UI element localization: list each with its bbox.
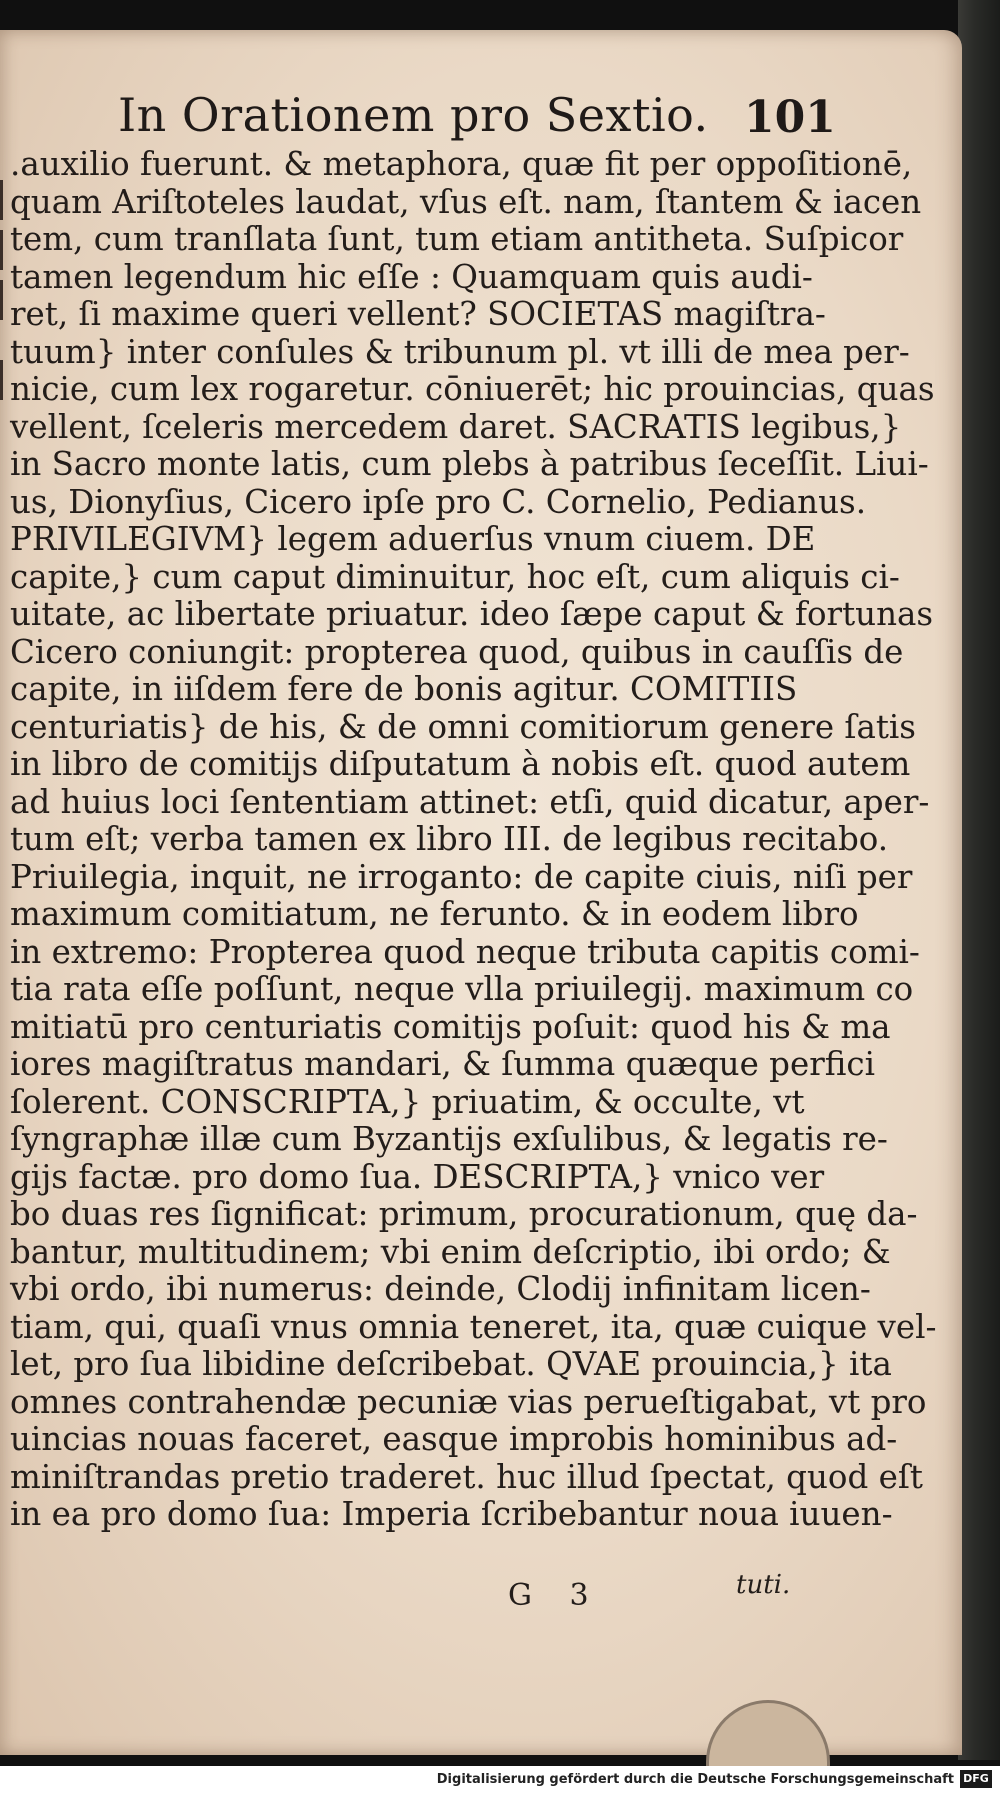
text-line: nicie, cum lex rogaretur. cōniuerēt; hic prouincias, quas [10, 370, 935, 408]
margin-mark [0, 230, 3, 270]
text-line: centuriatis} de his, & de omni comitiorum genere ſatis [10, 707, 916, 746]
text-line: gijs factæ. pro domo ſua. DESCRIPTA,} vnico ver [10, 1157, 825, 1196]
text-line: capite, in iiſdem fere de bonis agitur. COMITIIS [10, 670, 798, 708]
body-text [10, 145, 937, 1534]
text-line: us, Dionyſius, Cicero ipſe pro C. Cornelio, Pedianus. [10, 482, 867, 521]
text-line: tia rata eſſe poſſunt, neque vlla priuilegij. maximum co [10, 970, 914, 1008]
text-line: vbi ordo, ibi numerus: deinde, Clodij infinitam licen- [10, 1270, 871, 1308]
text-line: in ea pro domo ſua: Imperia ſcribebantur noua iuuen- [10, 1495, 893, 1533]
text-line: bantur, multitudinem; vbi enim deſcriptio, ibi ordo; & [10, 1232, 891, 1271]
book-edge [958, 0, 1000, 1760]
text-line: tem, cum tranſlata ſunt, tum etiam antitheta. Suſpicor [10, 220, 904, 258]
text-line: capite,} cum caput diminuitur, hoc eſt, cum aliquis ci- [10, 557, 900, 596]
text-line: ſolerent. CONSCRIPTA,} priuatim, & occulte, vt [10, 1082, 805, 1121]
text-line: Cicero coniungit: propterea quod, quibus in cauſſis de [10, 632, 904, 671]
text-line: omnes contrahendæ pecuniæ vias perueſtigabat, vt pro [10, 1382, 927, 1421]
running-head: In Orationem pro Sextio. [118, 88, 709, 142]
signature-mark: G 3 [508, 1578, 603, 1613]
catchword: tuti. [736, 1570, 791, 1600]
text-line: quam Ariſtoteles laudat, vſus eſt. nam, ſtantem & iacen [10, 182, 922, 221]
text-line: tum eſt; verba tamen ex libro III. de legibus recitabo. [10, 820, 889, 858]
text-line: uitate, ac libertate priuatur. ideo ſæpe caput & fortunas [10, 595, 934, 633]
text-line: Priuilegia, inquit, ne irroganto: de capite ciuis, niſi per [10, 857, 913, 896]
margin-mark [0, 360, 3, 400]
text-line: ad huius loci ſententiam attinet: etſi, quid dicatur, aper- [10, 782, 930, 821]
text-line: iores magiſtratus mandari, & ſumma quæque perfici [10, 1045, 876, 1083]
dfg-logo: DFG [960, 1770, 992, 1788]
text-line: mitiatū pro centuriatis comitijs poſuit: quod his & ma [10, 1007, 891, 1046]
text-line: PRIVILEGIVM} legem aduerſus vnum ciuem. DE [10, 520, 816, 558]
text-line: miniſtrandas pretio traderet. huc illud ſpectat, quod eſt [10, 1457, 923, 1496]
page-number: 101 [744, 92, 836, 143]
text-line: .auxilio fuerunt. & metaphora, quæ fit per oppoſitionē, [10, 145, 913, 183]
text-line: tiam, qui, quaſi vnus omnia teneret, ita, quæ cuique vel- [10, 1307, 937, 1346]
text-line: bo duas res ſignificat: primum, procurationum, quę da- [10, 1195, 918, 1233]
text-line: in Sacro monte latis, cum plebs à patribus ſeceſſit. Liui- [10, 445, 929, 483]
text-line: ret, ſi maxime queri vellent? SOCIETAS magiſtra- [10, 295, 826, 333]
funding-note: Digitalisierung gefördert durch die Deutsche Forschungsgemeinschaft [436, 1772, 954, 1787]
text-line: uincias nouas faceret, easque improbis hominibus ad- [10, 1420, 898, 1458]
text-line: tamen legendum hic eſſe : Quamquam quis audi- [10, 257, 813, 296]
text-line: in libro de comitijs diſputatum à nobis eſt. quod autem [10, 745, 911, 783]
margin-mark [0, 280, 3, 320]
text-line: let, pro ſua libidine deſcribebat. QVAE prouincia,} ita [10, 1345, 892, 1383]
margin-mark [0, 180, 3, 220]
text-line: ſyngraphæ illæ cum Byzantijs exſulibus, & legatis re- [10, 1120, 888, 1158]
text-line: tuum} inter conſules & tribunum pl. vt illi de mea per- [10, 332, 910, 371]
text-line: maximum comitiatum, ne ferunto. & in eodem libro [10, 895, 859, 933]
text-line: vellent, ſceleris mercedem daret. SACRATIS legibus,} [10, 407, 902, 446]
text-line: in extremo: Propterea quod neque tributa capitis comi- [10, 932, 920, 971]
